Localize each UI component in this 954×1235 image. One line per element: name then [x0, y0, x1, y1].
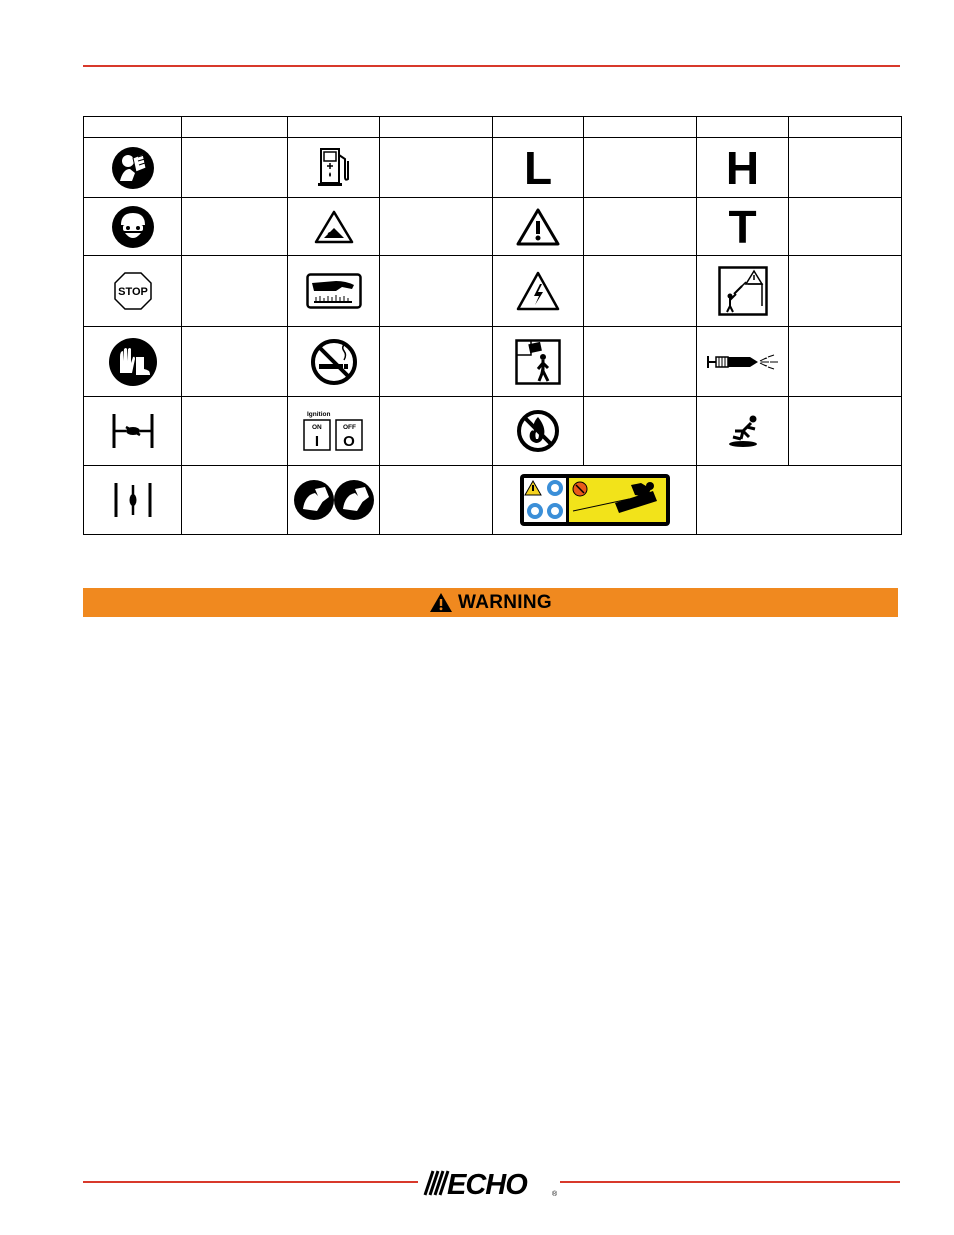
empty-cell: [697, 466, 902, 535]
safety-label-decal-icon: [519, 473, 671, 527]
table-row: [84, 397, 902, 466]
registered-mark: ®: [552, 1191, 558, 1198]
header-cell: [380, 117, 493, 138]
letter-l-symbol: L: [523, 141, 553, 194]
description-cell: [380, 198, 493, 256]
description-cell: [789, 397, 902, 466]
ignition-label: Ignition: [306, 411, 330, 418]
ignition-off-label: OFF: [342, 424, 356, 431]
table-row: [84, 466, 902, 535]
description-cell: [584, 397, 697, 466]
table-row: [84, 198, 902, 256]
ignition-off-symbol: O: [342, 433, 355, 450]
symbol-cell: [288, 327, 380, 397]
stop-sign-text: STOP: [117, 286, 148, 298]
description-cell: [789, 256, 902, 327]
symbol-cell: [697, 327, 789, 397]
letter-h-symbol: H: [725, 141, 760, 194]
description-cell: [584, 138, 697, 198]
header-cell: [288, 117, 380, 138]
symbol-cell: [288, 198, 380, 256]
symbol-cell: [288, 397, 380, 466]
symbol-cell: [493, 397, 584, 466]
description-cell: [584, 198, 697, 256]
description-cell: [584, 327, 697, 397]
symbol-cell: [84, 138, 182, 198]
warning-text: WARNING: [458, 591, 552, 613]
gloves-boots-icon: [108, 337, 158, 387]
slip-hazard-icon: [723, 411, 763, 451]
ignition-switch-icon: [303, 409, 365, 453]
read-manual-icon: [111, 146, 155, 190]
description-cell: [182, 198, 288, 256]
description-cell: [182, 327, 288, 397]
eye-head-protection-icon: [111, 205, 155, 249]
description-cell: [584, 256, 697, 327]
header-rule: [83, 65, 900, 67]
symbol-cell: [697, 138, 789, 198]
header-cell: [493, 117, 584, 138]
hot-surface-hand-icon: [306, 273, 362, 309]
header-cell: [182, 117, 288, 138]
high-pressure-spray-icon: [706, 352, 780, 372]
table-row: [84, 138, 902, 198]
hearing-eye-protection-icon: [293, 479, 375, 521]
description-cell: [380, 327, 493, 397]
footer-rule-right: [560, 1181, 900, 1183]
brand-logotype: ECHO: [447, 1169, 527, 1198]
description-cell: [380, 397, 493, 466]
footer-rule-left: [83, 1181, 418, 1183]
description-cell: [789, 198, 902, 256]
description-cell: [182, 256, 288, 327]
symbol-cell: [493, 256, 584, 327]
symbol-cell: [288, 138, 380, 198]
symbol-cell: [288, 466, 380, 535]
symbol-cell: [84, 198, 182, 256]
stop-sign-icon: [113, 271, 153, 311]
thrown-object-icon: [515, 339, 561, 385]
hot-surface-warning-icon: [314, 210, 354, 244]
description-cell: [789, 327, 902, 397]
symbol-cell: [697, 256, 789, 327]
symbol-cell: [84, 327, 182, 397]
caution-triangle-icon: [515, 207, 561, 247]
symbol-cell: [493, 198, 584, 256]
symbol-cell: [288, 256, 380, 327]
description-cell: [380, 256, 493, 327]
choke-open-icon: [110, 479, 156, 521]
letter-t-symbol: T: [728, 200, 757, 253]
safety-symbols-table: [83, 116, 902, 535]
description-cell: [182, 138, 288, 198]
symbol-cell: [697, 198, 789, 256]
electric-shock-icon: [515, 270, 561, 312]
header-cell: [697, 117, 789, 138]
symbol-cell: [493, 327, 584, 397]
symbol-cell-wide: [493, 466, 697, 535]
ignition-on-label: ON: [311, 424, 322, 431]
table-row: [84, 327, 902, 397]
no-smoking-icon: [310, 338, 358, 386]
symbol-cell: [697, 397, 789, 466]
description-cell: [380, 466, 493, 535]
table-row: [84, 256, 902, 327]
description-cell: [380, 138, 493, 198]
warning-banner: [83, 588, 898, 617]
header-cell: [789, 117, 902, 138]
description-cell: [182, 397, 288, 466]
no-fire-icon: [516, 409, 560, 453]
header-cell: [84, 117, 182, 138]
header-cell: [584, 117, 697, 138]
symbol-cell: [84, 466, 182, 535]
symbol-cell: [84, 397, 182, 466]
ignition-on-symbol: I: [314, 433, 319, 450]
description-cell: [789, 138, 902, 198]
echo-logo: [421, 1168, 561, 1198]
table-header-row: [84, 117, 902, 138]
symbol-cell: [493, 138, 584, 198]
fuel-pump-icon: [317, 147, 351, 189]
description-cell: [182, 466, 288, 535]
warning-triangle-icon: [429, 592, 453, 613]
falling-object-icon: [718, 266, 768, 316]
symbol-cell: [84, 256, 182, 327]
choke-closed-icon: [110, 410, 156, 452]
